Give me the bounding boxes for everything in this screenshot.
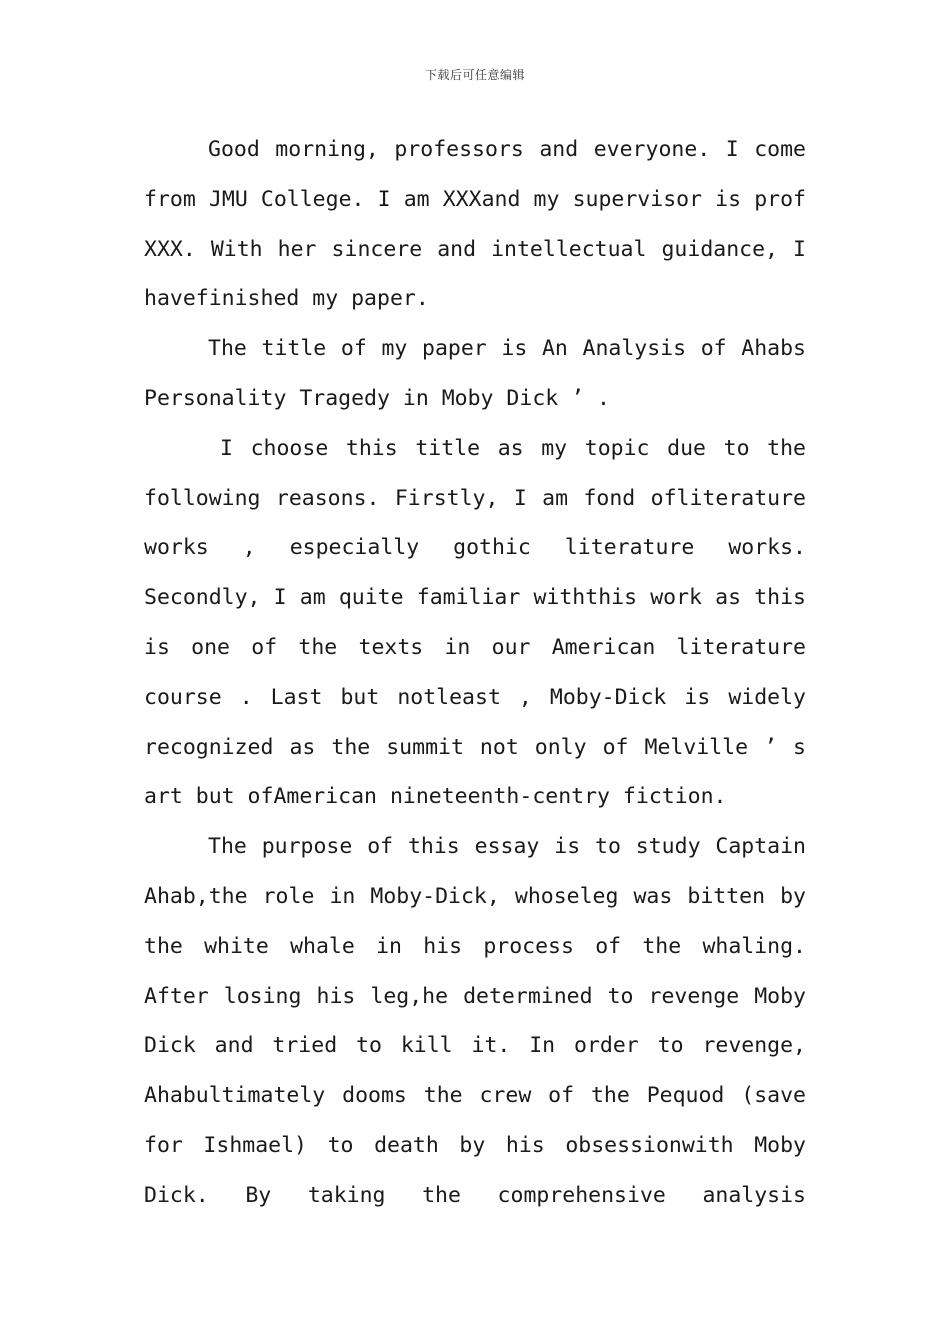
text-line: Ahabultimately dooms the crew of the Pequod (save — [144, 1083, 806, 1109]
text-line: from JMU College. I am XXXand my supervisor is prof — [144, 186, 806, 212]
document-body — [144, 125, 806, 1221]
page-header: 下载后可任意编辑 — [424, 68, 525, 82]
text-line: works , especially gothic literature works. — [144, 535, 806, 561]
text-line: The purpose of this essay is to study Captain — [208, 834, 806, 860]
text-line: recognized as the summit not only of Melville ’ s — [144, 734, 806, 760]
text-line: the white whale in his process of the whaling. — [144, 933, 806, 959]
text-line: Dick. By taking the comprehensive analysis — [144, 1182, 806, 1208]
text-line: I choose this title as my topic due to the — [220, 435, 806, 461]
text-line: The title of my paper is An Analysis of Ahabs — [208, 336, 806, 362]
text-line: for Ishmael) to death by his obsessionwith Moby — [144, 1132, 806, 1158]
text-line: Dick and tried to kill it. In order to revenge, — [144, 1033, 806, 1059]
text-line: course . Last but notleast , Moby-Dick is widely — [144, 684, 806, 710]
text-line: following reasons. Firstly, I am fond ofliterature — [144, 485, 806, 511]
text-line: Ahab,the role in Moby-Dick, whoseleg was bitten by — [144, 883, 806, 909]
text-line: Good morning, professors and everyone. I come — [208, 137, 806, 162]
text-line: art but ofAmerican nineteenth-centry fiction. — [144, 784, 727, 810]
text-line: is one of the texts in our American literature — [144, 634, 806, 660]
text-line: After losing his leg,he determined to revenge Moby — [144, 983, 806, 1009]
text-line: XXX. With her sincere and intellectual guidance, I — [144, 236, 806, 262]
text-line: Secondly, I am quite familiar withthis work as this — [144, 585, 806, 611]
text-line: Personality Tragedy in Moby Dick ’ . — [144, 385, 610, 411]
text-line: havefinished my paper. — [144, 286, 429, 312]
